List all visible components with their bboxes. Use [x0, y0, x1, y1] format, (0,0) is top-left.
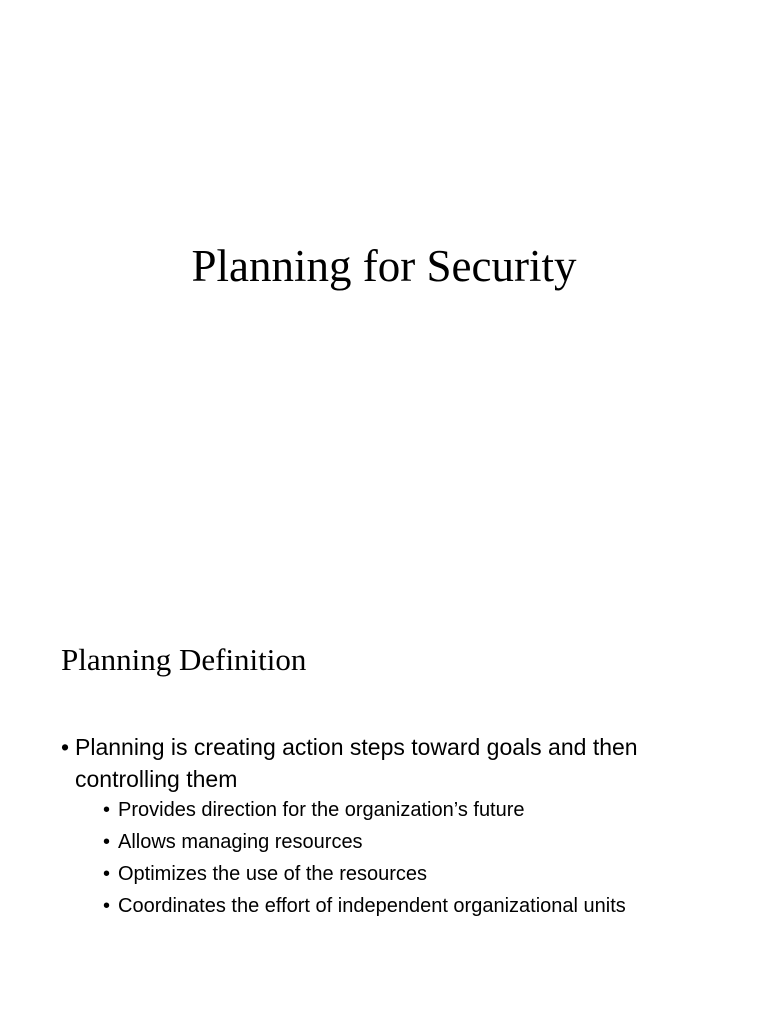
sub-bullet-text: Allows managing resources	[118, 831, 363, 853]
sub-bullet-item	[75, 893, 711, 920]
bullet-marker: •	[61, 734, 70, 760]
sub-bullet-text: Coordinates the effort of independent organizational units	[118, 895, 626, 917]
sub-bullet-text: Optimizes the use of the resources	[118, 863, 428, 885]
bullet-marker: •	[103, 799, 111, 821]
bullet-marker: •	[103, 831, 111, 853]
content-slide	[0, 576, 768, 1024]
bullet-item	[61, 731, 711, 920]
sub-bullet-item	[75, 797, 711, 824]
sub-bullet-item	[75, 829, 711, 856]
bullet-marker: •	[103, 895, 111, 917]
bullet-text: Planning is creating action steps toward goals and then controlling them	[75, 734, 638, 792]
sub-bullet-text: Provides direction for the organization’s future	[118, 799, 525, 821]
sub-bullet-list	[75, 797, 711, 920]
bullet-marker: •	[103, 863, 111, 885]
sub-bullet-item	[75, 861, 711, 888]
bullet-list	[61, 731, 711, 925]
slide-heading: Planning Definition	[61, 642, 307, 677]
slide-title: Planning for Security	[191, 241, 577, 291]
